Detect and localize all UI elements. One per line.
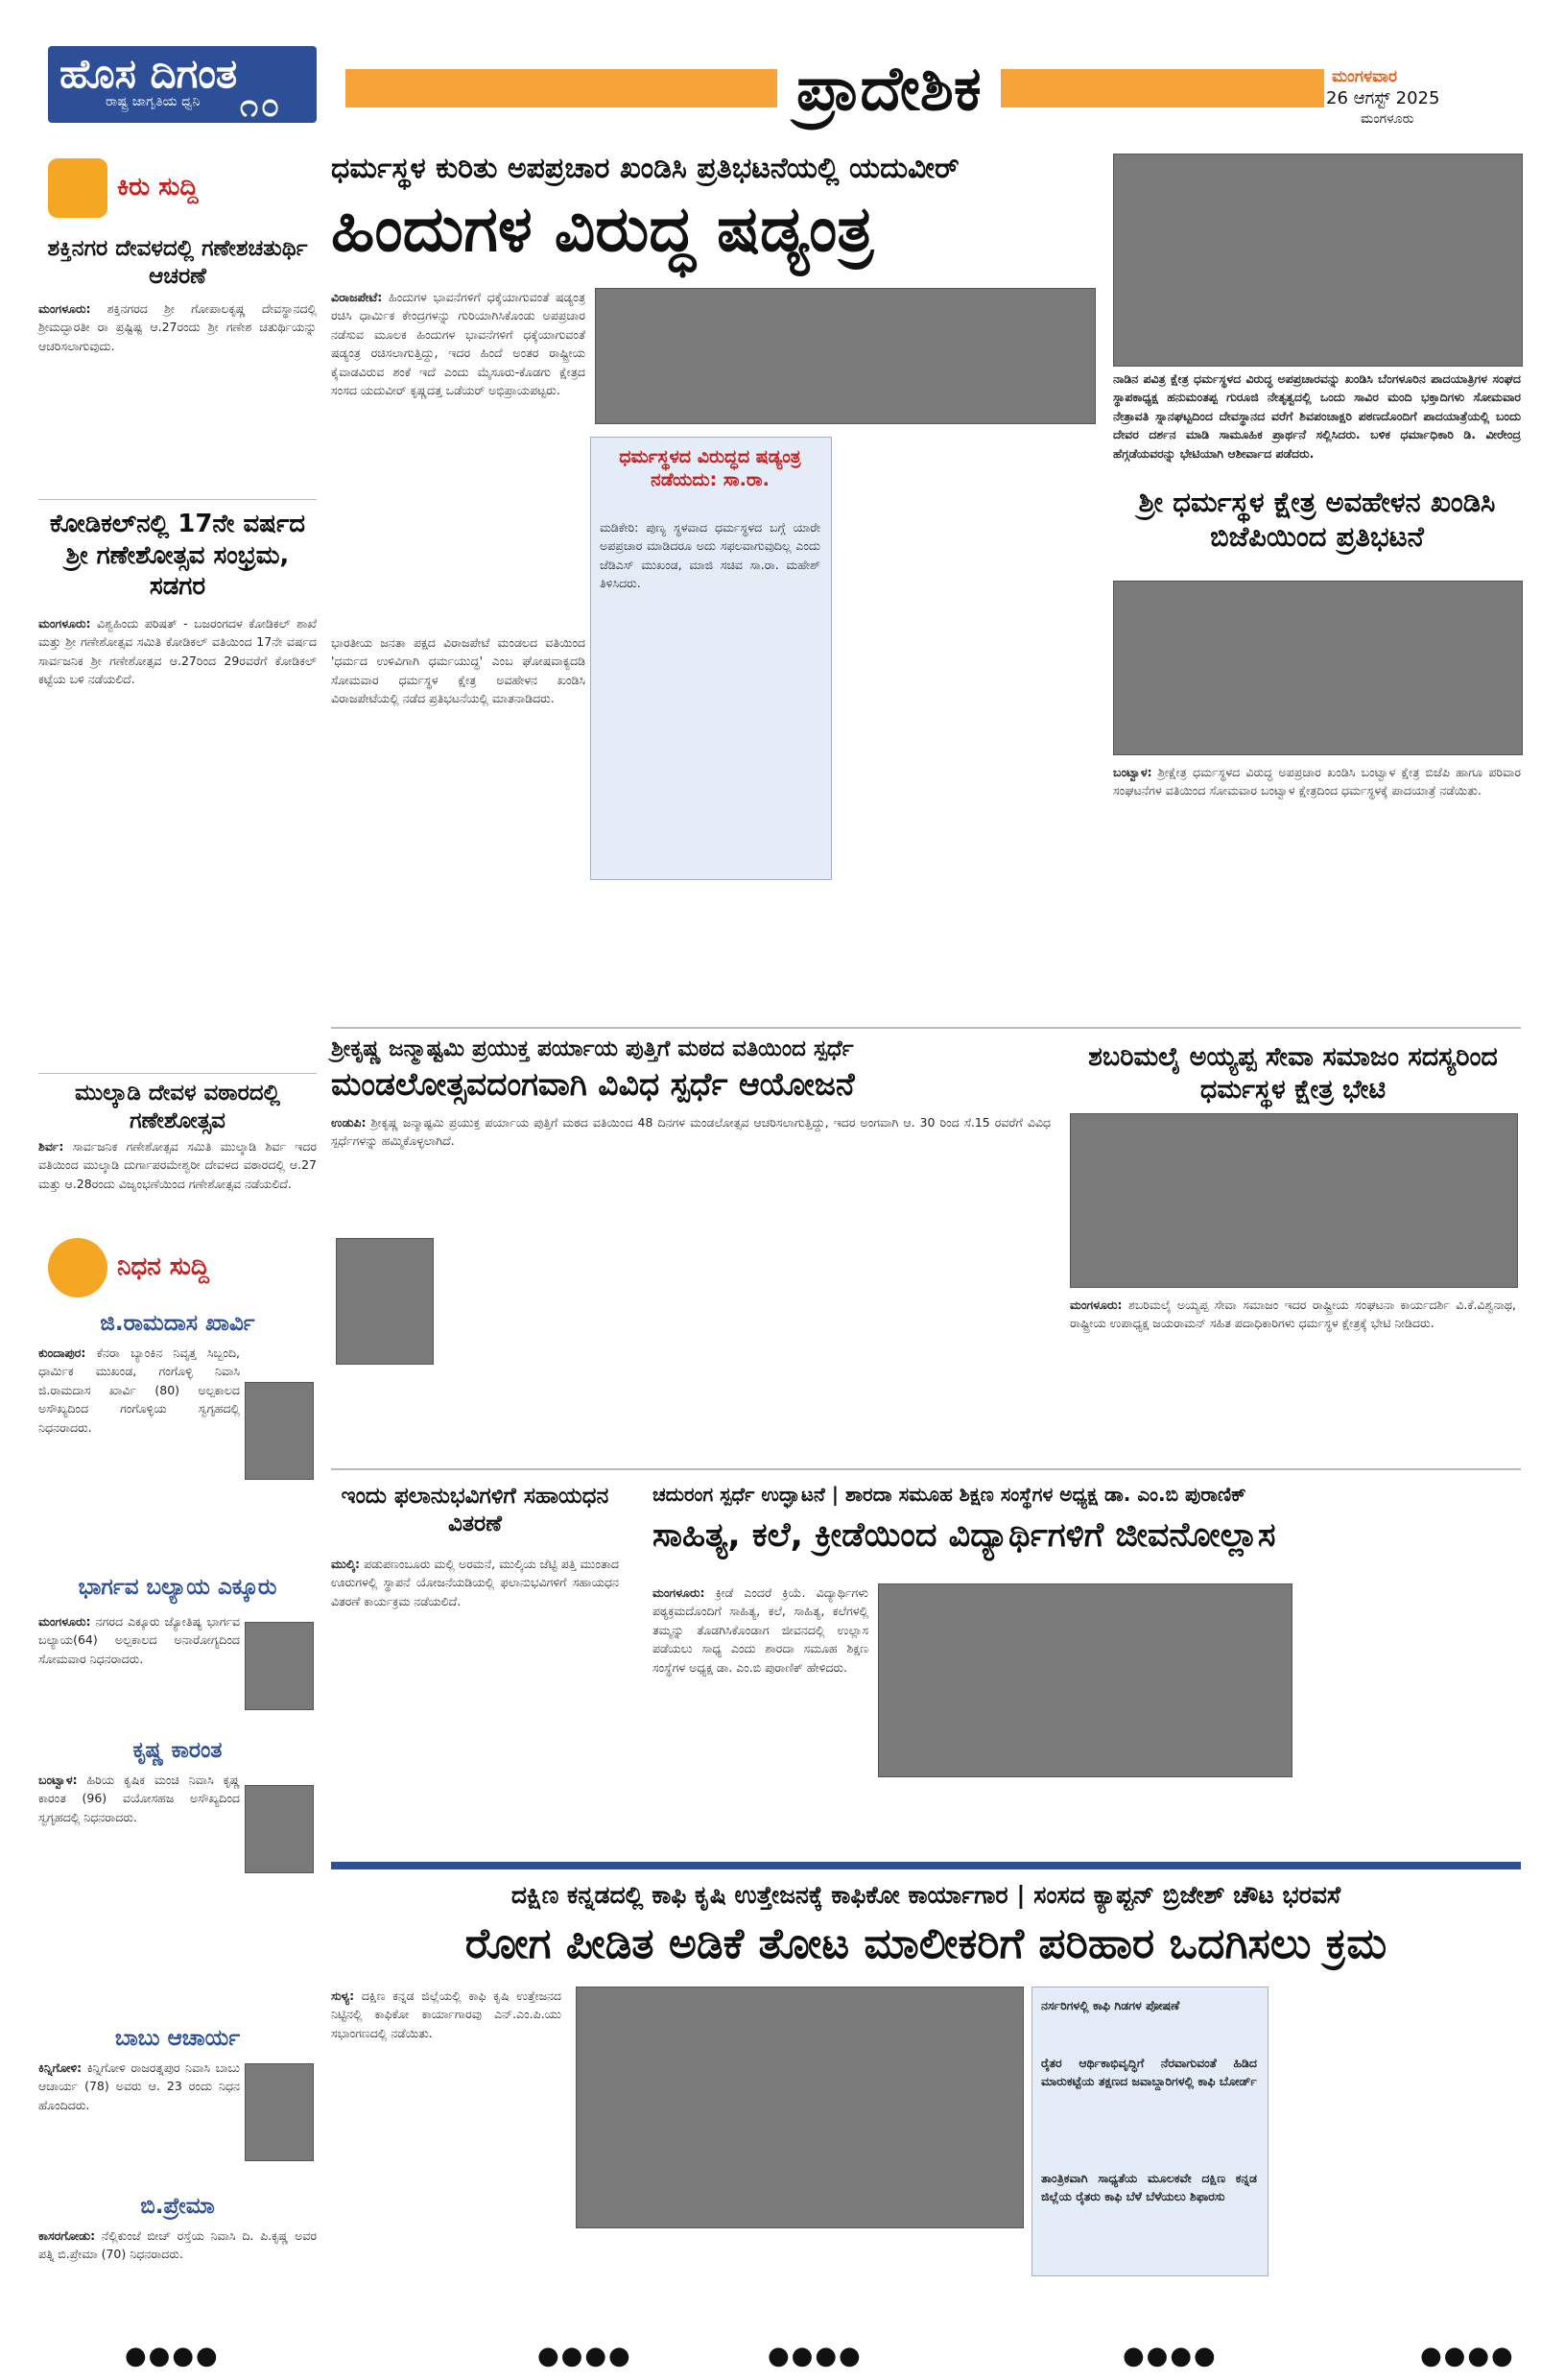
- obit-3-name: ಕೃಷ್ಣ ಕಾರಂತ: [132, 1738, 223, 1763]
- obit-1-photo: [245, 1382, 314, 1480]
- padayatra-caption: ನಾಡಿನ ಪವಿತ್ರ ಕ್ಷೇತ್ರ ಧರ್ಮಸ್ಥಳದ ವಿರುದ್ಧ ಅಪಪ್ರಚಾರವನ್ನು ಖಂಡಿಸಿ ಬೆಂಗಳೂರಿನ ಪಾದಯಾತ್ರಿಗಳ ಸಂಘದ ಸ್ಥಾಪಕಾಧ್ಯಕ್ಷ ಹನುಮಂತಪ್ಪ ಗುರೂಜಿ ನೇತೃತ್ವದಲ್ಲಿ ಒಂದು ಸಾವಿರ ಮಂದಿ ಭಕ್ತಾದಿಗಳು ಸೋಮವಾರ ನೇತ್ರಾವತಿ ಸ್ನಾನಘಟ್ಟದಿಂದ ದೇವಸ್ಥಾನದ ವರೆಗೆ ಶಿವಪಂಚಾಕ್ಷರಿ ಪಠಣದೊಂದಿಗೆ ಪಾದಯಾತ್ರೆಯಲ್ಲಿ ಬಂದು ದೇವರ ದರ್ಶನ ಮಾಡಿ ಸಾಮೂಹಿಕ ಪ್ರಾರ್ಥನೆ ಸಲ್ಲಿಸಿದರು. ಬಳಿಕ ಧರ್ಮಾಧಿಕಾರಿ ಡಿ. ವೀರೇಂದ್ರ ಹೆಗ್ಗಡೆಯವರನ್ನು ಭೇಟಿಯಾಗಿ ಆಶೀರ್ವಾದ ಪಡೆದರು.: [1113, 371, 1521, 461]
- lead-body-2: ಭಾರತೀಯ ಜನತಾ ಪಕ್ಷದ ವಿರಾಜಪೇಟೆ ಮಂಡಲದ ವತಿಯಿಂದ 'ಧರ್ಮದ ಉಳಿವಿಗಾಗಿ ಧರ್ಮಯುದ್ಧ' ಎಂಬ ಘೋಷವಾಕ್ಯದಡಿ ಸೋಮವಾರ ಧರ್ಮಸ್ಥಳ ಕ್ಷೇತ್ರ ಅವಹೇಳನ ಖಂಡಿಸಿ ವಿರಾಜಪೇಟೆಯಲ್ಲಿ ನಡೆದ ಪ್ರತಿಭಟನೆಯಲ್ಲಿ ಮಾತನಾಡಿದರು.: [331, 635, 585, 706]
- lead-headline: ಹಿಂದುಗಳ ವಿರುದ್ಧ ಷಡ್ಯಂತ್ರ: [331, 192, 874, 266]
- sharada-body: ಮಂಗಳೂರು: ಕ್ರೀಡೆ ಎಂದರೆ ಕ್ರಿಯೆ. ವಿದ್ಯಾರ್ಥಿಗಳು ಪಠ್ಯಕ್ರಮದೊಂದಿಗೆ ಸಾಹಿತ್ಯ, ಕಲೆ, ಸಾಹಿತ್ಯ, ಕಲೆಗಳಲ್ಲಿ ತಮ್ಮನ್ನು ತೊಡಗಿಸಿಕೊಂಡಾಗ ಜೀವನದಲ್ಲಿ ಉಲ್ಲಾಸ ಪಡೆಯಲು ಸಾಧ್ಯ ಎಂದು ಶಾರದಾ ಸಮೂಹ ಶಿಕ್ಷಣ ಸಂಸ್ಥೆಗಳ ಅಧ್ಯಕ್ಷ ಡಾ. ಎಂ.ಬಿ ಪುರಾಣಿಕ್ ಹೇಳಿದರು.: [652, 1585, 868, 1675]
- coffee-headline: ರೋಗ ಪೀಡಿತ ಅಡಿಕೆ ತೋಟ ಮಾಲೀಕರಿಗೆ ಪರಿಹಾರ ಒದಗಿಸಲು ಕ್ರಮ: [464, 1919, 1387, 1968]
- masthead-logo: ಹೊಸ ದಿಗಂತ: [59, 50, 238, 97]
- obit-2-body: ಮಂಗಳೂರು: ನಗರದ ಎಕ್ಕೂರು ಜ್ಯೋತಿಷ್ಯ ಭಾರ್ಗವ ಬಲ್ಯಾಯ(64) ಅಲ್ಪಕಾಲದ ಅನಾರೋಗ್ಯದಿಂದ ಸೋಮವಾರ ನಿಧನರಾದರು.: [38, 1614, 241, 1666]
- coffee-box-item: ನರ್ಸರಿಗಳಲ್ಲಿ ಕಾಫಿ ಗಿಡಗಳ ಪೋಷಣೆ: [1041, 1998, 1180, 2012]
- krishna-headline: ಮಂಡಲೋತ್ಸವದಂಗವಾಗಿ ವಿವಿಧ ಸ್ಪರ್ಧೆ ಆಯೋಜನೆ: [331, 1065, 855, 1103]
- sabarimala-headline: ಶಬರಿಮಲೈ ಅಯ್ಯಪ್ಪ ಸೇವಾ ಸಮಾಜಂ ಸದಸ್ಯರಿಂದ ಧರ್ಮಸ್ಥಳ ಕ್ಷೇತ್ರ ಭೇಟಿ: [1088, 1042, 1498, 1105]
- lead-photo: [595, 288, 1096, 424]
- brief-3-title: ಮುಲ್ಕಾಡಿ ದೇವಳ ವಠಾರದಲ್ಲಿ ಗಣೇಶೋತ್ಸವ: [74, 1081, 281, 1133]
- header-day: ಮಂಗಳವಾರ: [1332, 67, 1398, 86]
- kiru-suddi-icon: [48, 158, 107, 218]
- bjp-photo: [1113, 581, 1523, 755]
- obit-2-photo: [245, 1622, 314, 1710]
- krishna-kicker: ಶ್ರೀಕೃಷ್ಣ ಜನ್ಮಾಷ್ಟಮಿ ಪ್ರಯುಕ್ತ ಪರ್ಯಾಯ ಪುತ್ತಿಗೆ ಮಠದ ವತಿಯಿಂದ ಸ್ಪರ್ಧೆ: [331, 1036, 854, 1061]
- flood-headline: ಇಂದು ಫಲಾನುಭವಿಗಳಿಗೆ ಸಹಾಯಧನ ವಿತರಣೆ: [341, 1484, 609, 1536]
- sabarimala-body: ಮಂಗಳೂರು: ಶಬರಿಮಲೈ ಅಯ್ಯಪ್ಪ ಸೇವಾ ಸಮಾಜಂ ಇದರ ರಾಷ್ಟ್ರೀಯ ಸಂಘಟನಾ ಕಾರ್ಯದರ್ಶಿ ವಿ.ಕೆ.ವಿಶ್ವನಾಥ, ರಾಷ್ಟ್ರೀಯ ಉಪಾಧ್ಯಕ್ಷ ಜಯರಾಮನ್ ಸಹಿತ ಪದಾಧಿಕಾರಿಗಳು ಧರ್ಮಸ್ಥಳ ಕ್ಷೇತ್ರಕ್ಕೆ ಭೇಟಿ ನೀಡಿದರು.: [1070, 1297, 1516, 1331]
- footer-dots: ●●●●: [1123, 2342, 1218, 2370]
- kiru-suddi-label: ಕಿರು ಸುದ್ದಿ: [117, 173, 199, 202]
- masthead-tagline: ರಾಷ್ಟ್ರ ಜಾಗೃತಿಯ ಧ್ವನಿ: [106, 94, 201, 109]
- section-divider-bar: [331, 1862, 1521, 1869]
- sharada-kicker: ಚದುರಂಗ ಸ್ಪರ್ಧೆ ಉದ್ಘಾಟನೆ | ಶಾರದಾ ಸಮೂಹ ಶಿಕ್ಷಣ ಸಂಸ್ಥೆಗಳ ಅಧ್ಯಕ್ಷ ಡಾ. ಎಂ.ಬಿ ಪುರಾಣಿಕ್: [652, 1483, 1246, 1506]
- obit-3-photo: [245, 1785, 314, 1873]
- obit-1-body: ಕುಂದಾಪುರ: ಕೆನರಾ ಬ್ಯಾಂಕಿನ ನಿವೃತ್ತ ಸಿಬ್ಬಂದಿ, ಧಾರ್ಮಿಕ ಮುಖಂಡ, ಗಂಗೊಳ್ಳಿ ನಿವಾಸಿ ಜಿ.ರಾಮದಾಸ ಖಾರ್ವಿ (80) ಅಲ್ಪಕಾಲದ ಅಸೌಖ್ಯದಿಂದ ಗಂಗೊಳ್ಳಿಯ ಸ್ವಗೃಹದಲ್ಲಿ ನಿಧನರಾದರು.: [38, 1345, 240, 1435]
- sharada-headline: ಸಾಹಿತ್ಯ, ಕಲೆ, ಕ್ರೀಡೆಯಿಂದ ವಿದ್ಯಾರ್ಥಿಗಳಿಗೆ ಜೀವನೋಲ್ಲಾಸ: [652, 1516, 1276, 1555]
- coffee-box: [1031, 1987, 1268, 2276]
- lead-kicker: ಧರ್ಮಸ್ಥಳ ಕುರಿತು ಅಪಪ್ರಚಾರ ಖಂಡಿಸಿ ಪ್ರತಿಭಟನೆಯಲ್ಲಿ ಯದುವೀರ್: [331, 152, 960, 185]
- footer-dots: ●●●●: [1420, 2342, 1515, 2370]
- brief-1-title: ಶಕ್ತಿನಗರ ದೇವಳದಲ್ಲಿ ಗಣೇಶಚತುರ್ಥಿ ಆಚರಣೆ: [47, 236, 308, 289]
- krishna-photo: [336, 1238, 434, 1365]
- bjp-headline: ಶ್ರೀ ಧರ್ಮಸ್ಥಳ ಕ್ಷೇತ್ರ ಅವಹೇಳನ ಖಂಡಿಸಿ ಬಿಜೆಪಿಯಿಂದ ಪ್ರತಿಭಟನೆ: [1138, 486, 1496, 554]
- brief-3-body: ಶಿರ್ವ: ಸಾರ್ವಜನಿಕ ಗಣೇಶೋತ್ಸವ ಸಮಿತಿ ಮುಲ್ಕಾಡಿ ಶಿರ್ವ ಇದರ ವತಿಯಿಂದ ಮುಲ್ಕಾಡಿ ದುರ್ಗಾಪರಮೇಶ್ವರೀ ದೇವಳದ ವಠಾರದಲ್ಲಿ ಆ.27 ಮತ್ತು ಆ.28ರಂದು ವಿಜೃಂಭಣೆಯಿಂದ ಗಣೇಶೋತ್ಸವ ನಡೆಯಲಿದೆ.: [38, 1139, 317, 1191]
- obit-4-body: ಕಿನ್ನಿಗೋಳಿ: ಕಿನ್ನಿಗೋಳಿ ರಾಜರತ್ನಪುರ ನಿವಾಸಿ ಬಾಬು ಆಚಾರ್ಯ (78) ಅವರು ಆ. 23 ರಂದು ನಿಧನ ಹೊಂದಿದರು.: [38, 2060, 240, 2112]
- page-number: ೧೦: [240, 86, 283, 125]
- obit-5-body: ಕಾಸರಗೋಡು: ನೆಲ್ಲಿಕುಂಜೆ ಬೀಚ್ ರಸ್ತೆಯ ನಿವಾಸಿ ದಿ. ಪಿ.ಕೃಷ್ಣ ಅವರ ಪತ್ನಿ ಬಿ.ಪ್ರೇಮಾ (70) ನಿಧನರಾದರು.: [38, 2228, 317, 2262]
- coffee-box-item: ತಾಂತ್ರಿಕವಾಗಿ ಸಾಧ್ಯತೆಯ ಮೂಲಕವೇ ದಕ್ಷಿಣ ಕನ್ನಡ ಜಿಲ್ಲೆಯ ರೈತರು ಕಾಫಿ ಬೆಳೆ ಬೆಳೆಯಲು ಶಿಫಾರಸು: [1041, 2171, 1257, 2204]
- divider: [38, 499, 317, 500]
- divider: [38, 1073, 317, 1074]
- krishna-body: ಉಡುಪಿ: ಶ್ರೀಕೃಷ್ಣ ಜನ್ಮಾಷ್ಟಮಿ ಪ್ರಯುಕ್ತ ಪರ್ಯಾಯ ಪುತ್ತಿಗೆ ಮಠದ ವತಿಯಿಂದ 48 ದಿನಗಳ ಮಂಡಲೋತ್ಸವ ಆಚರಿಸಲಾಗುತ್ತಿದ್ದು, ಇದರ ಅಂಗವಾಗಿ ಆ. 30 ರಿಂದ ಸೆ.15 ರವರೆಗೆ ವಿವಿಧ ಸ್ಪರ್ಧೆಗಳನ್ನು ಹಮ್ಮಿಕೊಳ್ಳಲಾಗಿದೆ.: [331, 1115, 1051, 1149]
- header-city: ಮಂಗಳೂರು: [1361, 111, 1414, 127]
- sharada-photo: [878, 1583, 1292, 1777]
- flood-body: ಮುಲ್ಕಿ: ಪಡುಪಣಂಬೂರು ಮಲ್ಲಿ ಅರಮನೆ, ಮುಲ್ಕಿಯ ಜೆಟ್ಟಿ ಪತ್ತಿ ಮುಂತಾದ ಊರುಗಳಲ್ಲಿ ಸ್ಥಾಪನೆ ಯೋಜನೆಯಡಿಯಲ್ಲಿ ಫಲಾನುಭವಿಗಳಿಗೆ ಸಹಾಯಧನ ವಿತರಣೆ ಕಾರ್ಯಕ್ರಮ ನಡೆಯಲಿದೆ.: [331, 1557, 619, 1608]
- sidebar-box: [590, 437, 832, 880]
- footer-dots: ●●●●: [537, 2342, 632, 2370]
- obit-4-name: ಬಾಬು ಆಚಾರ್ಯ: [114, 2026, 241, 2051]
- obit-5-name: ಬಿ.ಪ್ರೇಮಾ: [140, 2194, 215, 2219]
- brief-2-body: ಮಂಗಳೂರು: ವಿಶ್ವಹಿಂದು ಪರಿಷತ್ - ಬಜರಂಗದಳ ಕೋಡಿಕಲ್ ಶಾಖೆ ಮತ್ತು ಶ್ರೀ ಗಣೇಶೋತ್ಸವ ಸಮಿತಿ ಕೋಡಿಕಲ್ ವತಿಯಿಂದ 17ನೇ ವರ್ಷದ ಸಾರ್ವಜನಿಕ ಶ್ರೀ ಗಣೇಶೋತ್ಸವ ಆ.27ರಿಂದ 29ರವರೆಗೆ ಕೋಡಿಕಲ್ ಕಟ್ಟೆಯ ಬಳಿ ನಡೆಯಲಿದೆ.: [38, 616, 317, 687]
- brief-2-title: ಕೋಡಿಕಲ್‌ನಲ್ಲಿ 17ನೇ ವರ್ಷದ ಶ್ರೀ ಗಣೇಶೋತ್ಸವ ಸಂಭ್ರಮ, ಸಡಗರ: [49, 510, 306, 601]
- divider: [331, 1468, 1521, 1470]
- footer-dots: ●●●●: [125, 2342, 220, 2370]
- sabarimala-photo: [1070, 1113, 1518, 1288]
- header-date: 26 ಆಗಸ್ಟ್ 2025: [1326, 88, 1440, 108]
- divider: [331, 1027, 1521, 1029]
- coffee-kicker: ದಕ್ಷಿಣ ಕನ್ನಡದಲ್ಲಿ ಕಾಫಿ ಕೃಷಿ ಉತ್ತೇಜನಕ್ಕೆ ಕಾಫಿಕೋ ಕಾರ್ಯಾಗಾರ | ಸಂಸದ ಕ್ಯಾಪ್ಟನ್ ಬ್ರಿಜೇಶ್ ಚೌಟ ಭರವಸೆ: [510, 1881, 1341, 1909]
- sidebar-box-title: ಧರ್ಮಸ್ಥಳದ ವಿರುದ್ಧದ ಷಡ್ಯಂತ್ರ ನಡೆಯದು: ಸಾ.ರಾ.: [619, 446, 801, 490]
- coffee-body: ಸುಳ್ಯ: ದಕ್ಷಿಣ ಕನ್ನಡ ಜಿಲ್ಲೆಯಲ್ಲಿ ಕಾಫಿ ಕೃಷಿ ಉತ್ತೇಜನದ ನಿಟ್ಟಿನಲ್ಲಿ ಕಾಫಿಕೋ ಕಾರ್ಯಾಗಾರವು ಎನ್.ಎಂ.ಪಿ.ಯು ಸಭಾಂಗಣದಲ್ಲಿ ನಡೆಯಿತು.: [331, 1988, 561, 2040]
- nidhana-suddi-icon: [48, 1238, 107, 1297]
- padayatra-photo: [1113, 154, 1523, 367]
- obit-1-name: ಜಿ.ರಾಮದಾಸ ಖಾರ್ವಿ: [100, 1311, 255, 1336]
- coffee-photo: [576, 1987, 1024, 2228]
- sidebar-box-body: ಮಡಿಕೇರಿ: ಪುಣ್ಯ ಸ್ಥಳವಾದ ಧರ್ಮಸ್ಥಳದ ಬಗ್ಗೆ ಯಾರೇ ಅಪಪ್ರಚಾರ ಮಾಡಿದರೂ ಅದು ಸಫಲವಾಗುವುದಿಲ್ಲ ಎಂದು ಜೆಡಿಎಸ್ ಮುಖಂಡ, ಮಾಜಿ ಸಚಿವ ಸಾ.ರಾ. ಮಹೇಶ್ ತಿಳಿಸಿದರು.: [600, 520, 820, 591]
- lead-body-1: ವಿರಾಜಪೇಟೆ: ಹಿಂದುಗಳ ಭಾವನೆಗಳಿಗೆ ಧಕ್ಕೆಯಾಗುವಂತೆ ಷಡ್ಯಂತ್ರ ರಚಿಸಿ ಧಾರ್ಮಿಕ ಕೇಂದ್ರಗಳನ್ನು ಗುರಿಯಾಗಿಸಿಕೊಂಡು ಅಪಪ್ರಚಾರ ನಡೆಸುವ ಮೂಲಕ ಹಿಂದುಗಳ ಭಾವನೆಗಳಿಗೆ ಧಕ್ಕೆಯಾಗುವಂತೆ ಷಡ್ಯಂತ್ರ ರಚಿಸಲಾಗುತ್ತಿದ್ದು, ಇದರ ಹಿಂದೆ ಅಂತರ ರಾಷ್ಟ್ರೀಯ ಕೈವಾಡವಿರುವ ಶಂಕೆ ಇದೆ ಎಂದು ಮೈಸೂರು-ಕೊಡಗು ಕ್ಷೇತ್ರದ ಸಂಸದ ಯದುವೀರ್ ಕೃಷ್ಣದತ್ತ ಒಡೆಯರ್ ಅಭಿಪ್ರಾಯಪಟ್ಟರು.: [331, 290, 585, 397]
- nidhana-suddi-label: ನಿಧನ ಸುದ್ದಿ: [117, 1252, 209, 1281]
- obit-4-photo: [245, 2063, 314, 2161]
- coffee-box-item: ರೈತರ ಆರ್ಥಿಕಾಭಿವೃದ್ಧಿಗೆ ನೆರವಾಗುವಂತೆ ಹಿಡಿದ ಮಾರುಕಟ್ಟೆಯ ತಕ್ಷಣದ ಜವಾಬ್ದಾರಿಗಳಲ್ಲಿ ಕಾಫಿ ಬೋರ್ಡ್: [1041, 2056, 1257, 2089]
- footer-dots: ●●●●: [768, 2342, 863, 2370]
- obit-3-body: ಬಂಟ್ವಾಳ: ಹಿರಿಯ ಕೃಷಿಕ ಮಂಚಿ ನಿವಾಸಿ ಕೃಷ್ಣ ಕಾರಂತ (96) ವಯೋಸಹಜ ಅಸೌಖ್ಯದಿಂದ ಸ್ವಗೃಹದಲ್ಲಿ ನಿಧನರಾದರು.: [38, 1773, 240, 1824]
- brief-1-body: ಮಂಗಳೂರು: ಶಕ್ತಿನಗರದ ಶ್ರೀ ಗೋಪಾಲಕೃಷ್ಣ ದೇವಸ್ಥಾನದಲ್ಲಿ ಶ್ರೀಮದ್ಭಾರತೀ ರಾ ಪ್ರಷ್ಟಿಷ್ಟ ಆ.27ರಂದು ಶ್ರೀ ಗಣೇಶ ಚತುರ್ಥಿಯನ್ನು ಆಚರಿಸಲಾಗುವುದು.: [38, 301, 317, 353]
- section-title: ಪ್ರಾದೇಶಿಕ: [777, 54, 1001, 125]
- obit-2-name: ಭಾರ್ಗವ ಬಲ್ಯಾಯ ಎಕ್ಕೂರು: [78, 1575, 277, 1600]
- bjp-body: ಬಂಟ್ವಾಳ: ಶ್ರೀಕ್ಷೇತ್ರ ಧರ್ಮಸ್ಥಳದ ವಿರುದ್ಧ ಅಪಪ್ರಚಾರ ಖಂಡಿಸಿ ಬಂಟ್ವಾಳ ಕ್ಷೇತ್ರ ಬಿಜೆಪಿ ಹಾಗೂ ಪರಿವಾರ ಸಂಘಟನೆಗಳ ವತಿಯಿಂದ ಸೋಮವಾರ ಬಂಟ್ವಾಳ ಕ್ಷೇತ್ರದಿಂದ ಧರ್ಮಸ್ಥಳಕ್ಕೆ ಪಾದಯಾತ್ರೆ ನಡೆಯಿತು.: [1113, 765, 1521, 798]
